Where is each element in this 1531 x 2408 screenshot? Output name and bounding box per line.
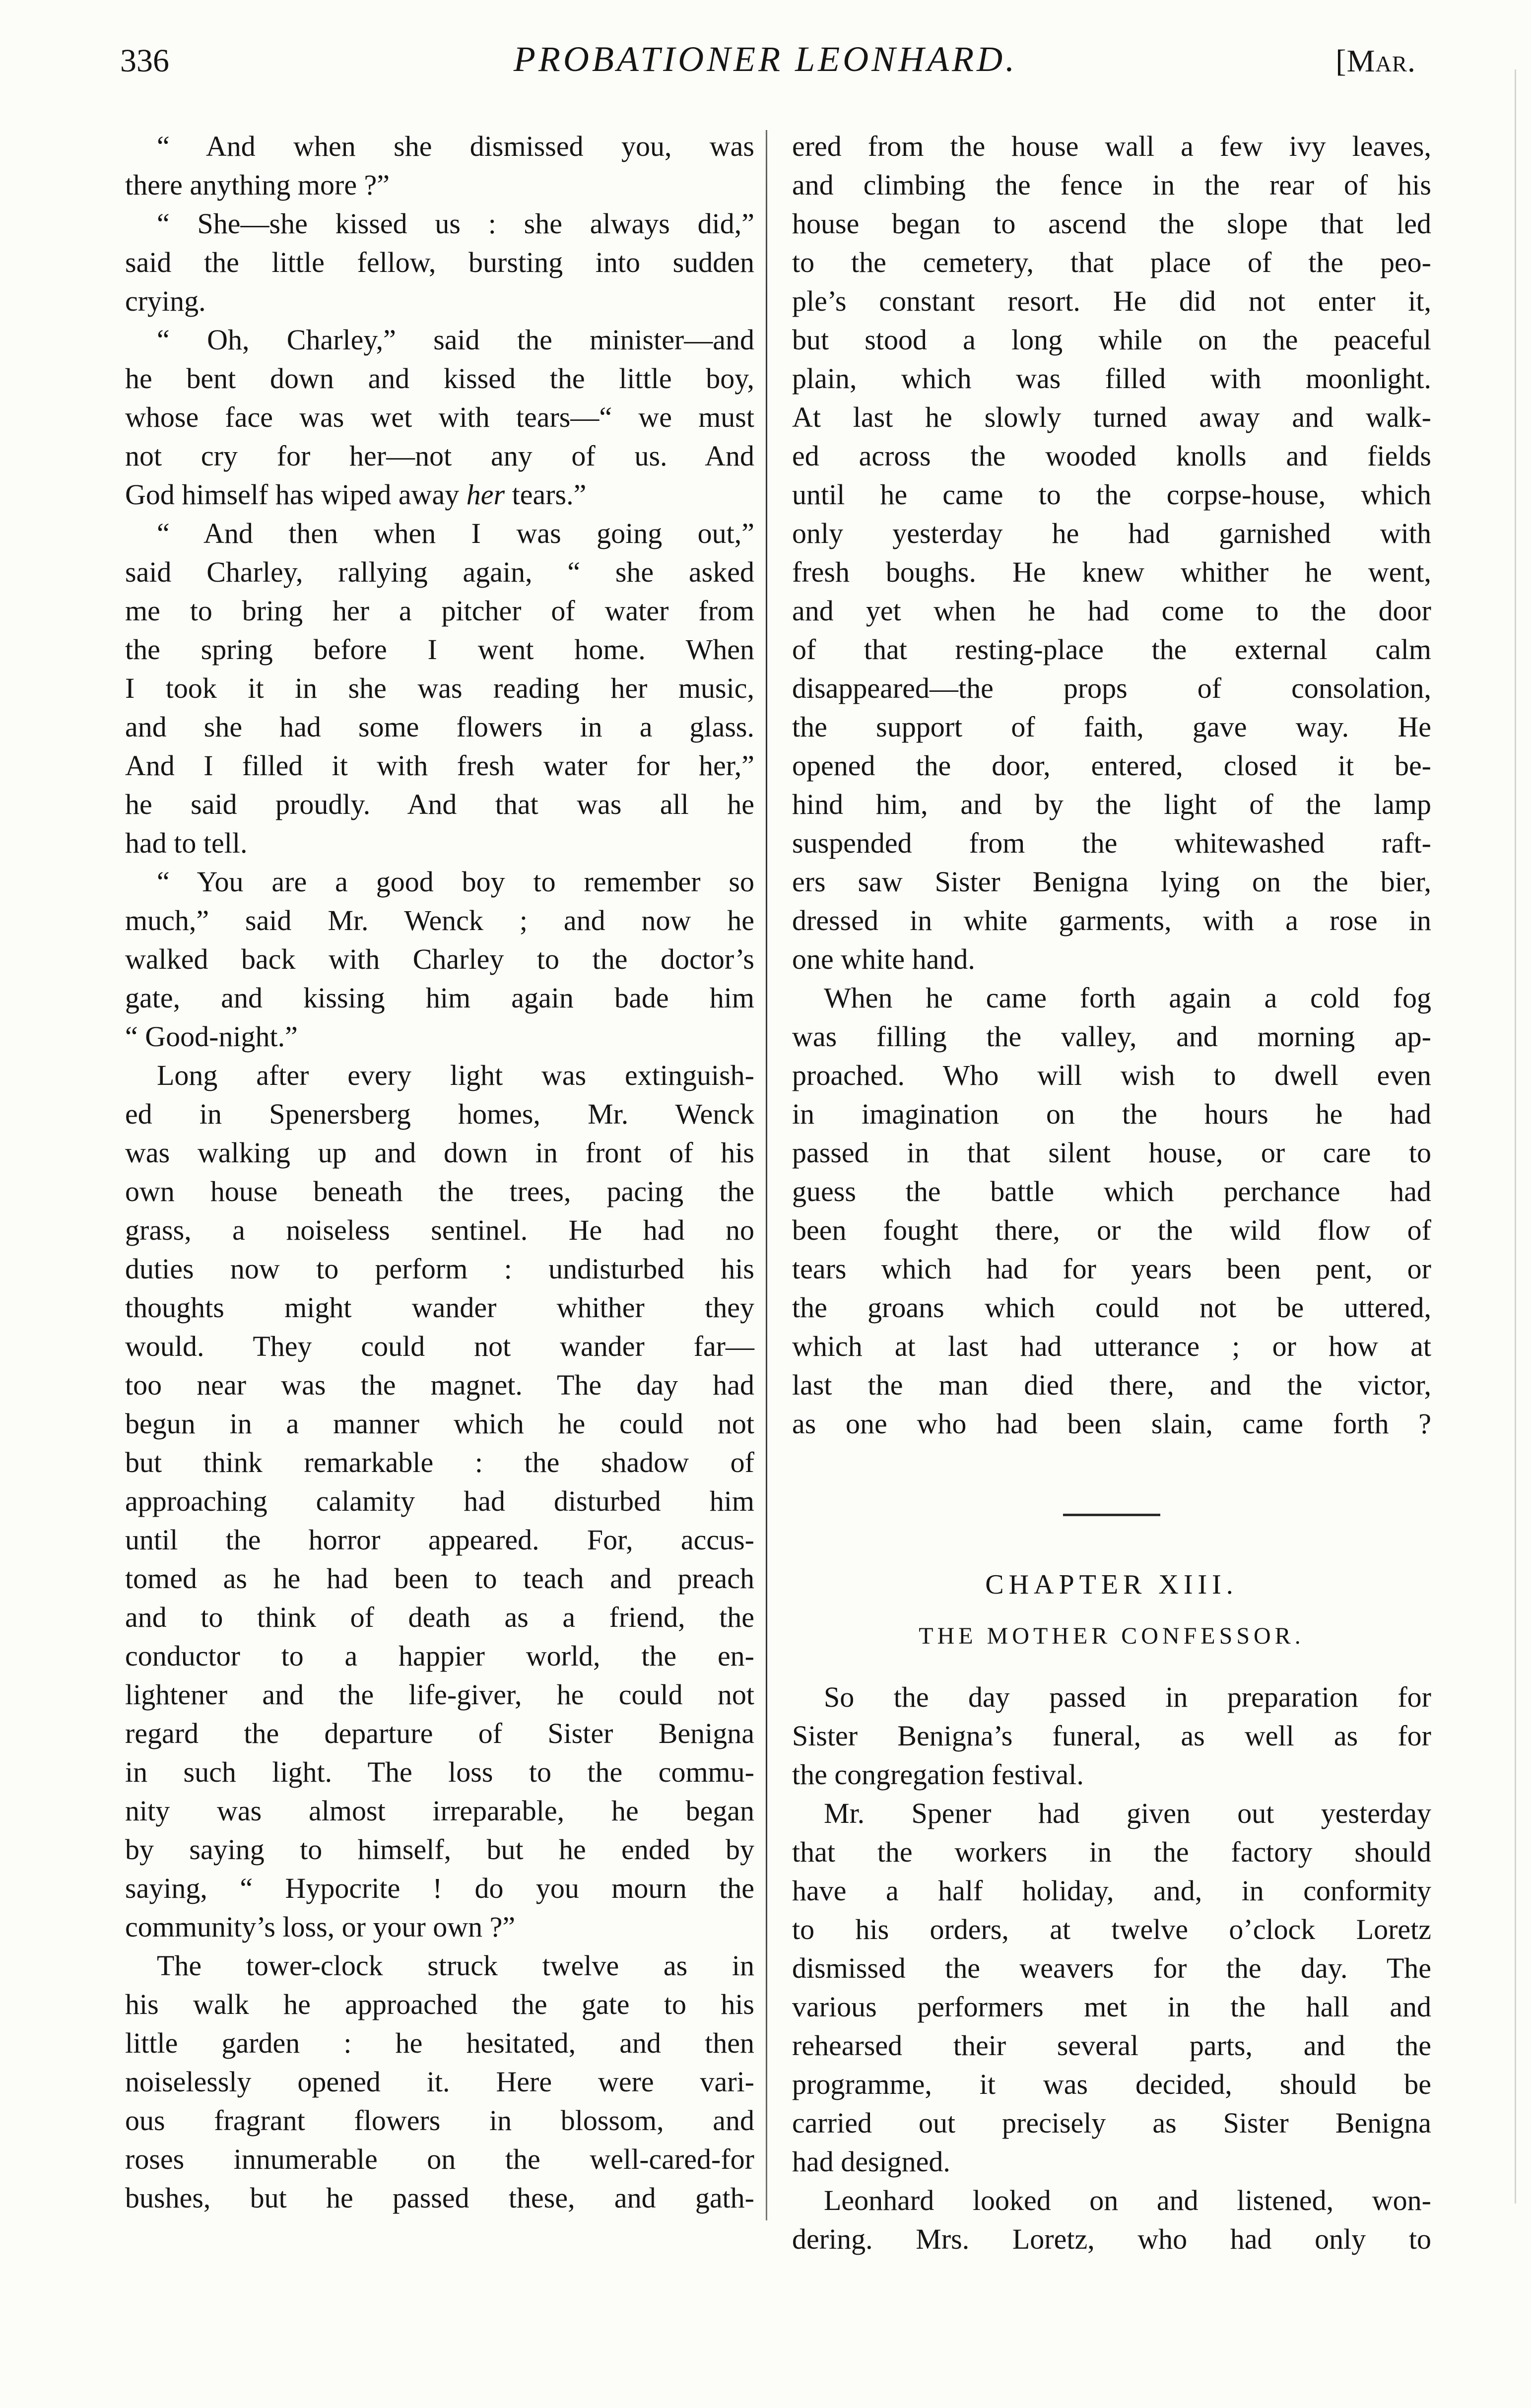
text-line: not cry for her—not any of us. And [125,440,754,472]
text-line: only yesterday he had garnished with [792,517,1431,549]
chapter-subtitle: THE MOTHER CONFESSOR. [919,1623,1305,1649]
text-line: he bent down and kissed the little boy, [125,362,754,395]
paragraph [125,1056,754,1946]
issue-date: [Mar. [1335,43,1416,78]
text-line: community’s loss, or your own ?” [125,1911,516,1943]
text-line: of that resting-place the external calm [792,633,1431,666]
text-line: guess the battle which perchance had [792,1175,1431,1207]
text-line: he said proudly. And that was all he [125,788,754,820]
text-line: ed in Spenersberg homes, Mr. Wenck [125,1098,754,1130]
text-line: as one who had been slain, came forth ? [792,1407,1431,1440]
text-line: I took it in she was reading her music, [125,672,754,704]
text-line: his walk he approached the gate to his [125,1988,754,2020]
paragraph [125,863,754,1056]
text-line: to the cemetery, that place of the peo- [792,246,1431,278]
paragraph [125,127,754,204]
text-line: thoughts might wander whither they [125,1291,754,1324]
page-number: 336 [120,43,169,79]
text-line: “ She—she kissed us : she always did,” [157,207,754,240]
text-line: but stood a long while on the peaceful [792,324,1431,356]
paragraph [125,204,754,321]
section-divider-rule [1063,1514,1160,1516]
paragraph [792,1794,1431,2181]
text-line: had designed. [792,2145,950,2178]
text-line: was walking up and down in front of his [125,1137,754,1169]
text-line: duties now to perform : undisturbed his [125,1253,754,1285]
text-line: to his orders, at twelve o’clock Loretz [792,1913,1431,1945]
text-line: nity was almost irreparable, he began [125,1795,754,1827]
text-line: God himself has wiped away her tears.” [125,478,587,511]
text-line: said Charley, rallying again, “ she asked [125,556,754,588]
text-line: dismissed the weavers for the day. The [792,1952,1431,1984]
right-column [792,127,1431,2259]
text-line: by saying to himself, but he ended by [125,1833,754,1866]
text-line: crying. [125,285,206,317]
text-line: So the day passed in preparation for [824,1681,1431,1713]
text-line: programme, it was decided, should be [792,2068,1431,2100]
text-line: grass, a noiseless sentinel. He had no [125,1214,754,1246]
left-column [125,127,754,2217]
text-line: Sister Benigna’s funeral, as well as for [792,1720,1431,1752]
text-line: disappeared—the props of consolation, [792,672,1431,704]
text-line: there anything more ?” [125,169,390,201]
text-line: have a half holiday, and, in conformity [792,1874,1431,1907]
text-line: and climbing the fence in the rear of his [792,169,1431,201]
text-line: been fought there, or the wild flow of [792,1214,1431,1246]
italic-text: her [466,478,505,511]
text-line: Leonhard looked on and listened, won- [824,2184,1431,2216]
text-line: that the workers in the factory should [792,1836,1431,1868]
text-line: saying, “ Hypocrite ! do you mourn the [125,1872,754,1904]
text-line: When he came forth again a cold fog [824,982,1431,1014]
paragraph [125,1946,754,2217]
text-line: whose face was wet with tears—“ we must [125,401,754,433]
text-line: would. They could not wander far— [125,1330,754,1362]
text-line: suspended from the whitewashed raft- [792,827,1431,859]
paragraph [792,979,1431,1443]
text-line: in such light. The loss to the commu- [125,1756,754,1788]
text-line: in imagination on the hours he had [792,1098,1431,1130]
text-line: hind him, and by the light of the lamp [792,788,1431,820]
paragraph [792,1678,1431,1794]
text-line: house began to ascend the slope that led [792,207,1431,240]
text-line: At last he slowly turned away and walk- [792,401,1431,433]
scan-edge-artifact [1515,69,1516,2204]
text-line: own house beneath the trees, pacing the [125,1175,754,1207]
text-line: Long after every light was extinguish- [157,1059,754,1091]
text-line: The tower-clock struck twelve as in [157,1949,754,1982]
text-line: ered from the house wall a few ivy leaves, [792,130,1431,162]
text-line: proached. Who will wish to dwell even [792,1059,1431,1091]
text-line: bushes, but he passed these, and gath- [125,2182,754,2214]
text-line: opened the door, entered, closed it be- [792,749,1431,782]
text-line: And I filled it with fresh water for her,” [125,749,754,782]
text-line: “ And when she dismissed you, was [157,130,754,162]
text-line: me to bring her a pitcher of water from [125,595,754,627]
column-divider-rule [766,130,767,2220]
text-line: dressed in white garments, with a rose in [792,904,1431,936]
paragraph [125,321,754,514]
text-line: approaching calamity had disturbed him [125,1485,754,1517]
text-line: Mr. Spener had given out yesterday [824,1797,1431,1829]
text-line: ple’s constant resort. He did not enter it, [792,285,1431,317]
text-line: the support of faith, gave way. He [792,711,1431,743]
text-line: the groans which could not be uttered, [792,1291,1431,1324]
text-line: gate, and kissing him again bade him [125,982,754,1014]
text-line: begun in a manner which he could not [125,1407,754,1440]
text-line: fresh boughs. He knew whither he went, [792,556,1431,588]
text-line: “ And then when I was going out,” [157,517,754,549]
text-line: walked back with Charley to the doctor’s [125,943,754,975]
text-line: little garden : he hesitated, and then [125,2027,754,2059]
paragraph [792,2181,1431,2259]
text-line: tomed as he had been to teach and preach [125,1562,754,1595]
chapter-title: CHAPTER XIII. [985,1569,1238,1600]
text-line: had to tell. [125,827,248,859]
text-line: carried out precisely as Sister Benigna [792,2107,1431,2139]
text-line: “ You are a good boy to remember so [157,866,754,898]
text-line: conductor to a happier world, the en- [125,1640,754,1672]
text-line: the spring before I went home. When [125,633,754,666]
text-line: ed across the wooded knolls and fields [792,440,1431,472]
text-line: and to think of death as a friend, the [125,1601,754,1633]
text-line: “ Good-night.” [125,1020,298,1053]
paragraph [792,127,1431,979]
text-line: until the horror appeared. For, accus- [125,1524,754,1556]
text-line: rehearsed their several parts, and the [792,2029,1431,2062]
text-line: which at last had utterance ; or how at [792,1330,1431,1362]
text-line: ous fragrant flowers in blossom, and [125,2104,754,2137]
text-line: the congregation festival. [792,1758,1084,1791]
text-line: too near was the magnet. The day had [125,1369,754,1401]
text-line: passed in that silent house, or care to [792,1137,1431,1169]
text-line: “ Oh, Charley,” said the minister—and [157,324,754,356]
text-line: last the man died there, and the victor, [792,1369,1431,1401]
text-line: plain, which was filled with moonlight. [792,362,1431,395]
running-title: PROBATIONER LEONHARD. [513,39,1018,79]
text-line: various performers met in the hall and [792,1991,1431,2023]
text-line: one white hand. [792,943,975,975]
text-line: said the little fellow, bursting into sudden [125,246,754,278]
paragraph [125,514,754,863]
text-line: and yet when he had come to the door [792,595,1431,627]
text-line: roses innumerable on the well-cared-for [125,2143,754,2175]
text-line: lightener and the life-giver, he could not [125,1678,754,1711]
text-line: regard the departure of Sister Benigna [125,1717,754,1749]
text-line: but think remarkable : the shadow of [125,1446,754,1478]
text-line: was filling the valley, and morning ap- [792,1020,1431,1053]
text-line: until he came to the corpse-house, which [792,478,1431,511]
text-line: noiselessly opened it. Here were vari- [125,2066,754,2098]
text-line: much,” said Mr. Wenck ; and now he [125,904,754,936]
text-line: and she had some flowers in a glass. [125,711,754,743]
text-line: dering. Mrs. Loretz, who had only to [792,2223,1431,2255]
text-line: tears which had for years been pent, or [792,1253,1431,1285]
text-line: ers saw Sister Benigna lying on the bier, [792,866,1431,898]
